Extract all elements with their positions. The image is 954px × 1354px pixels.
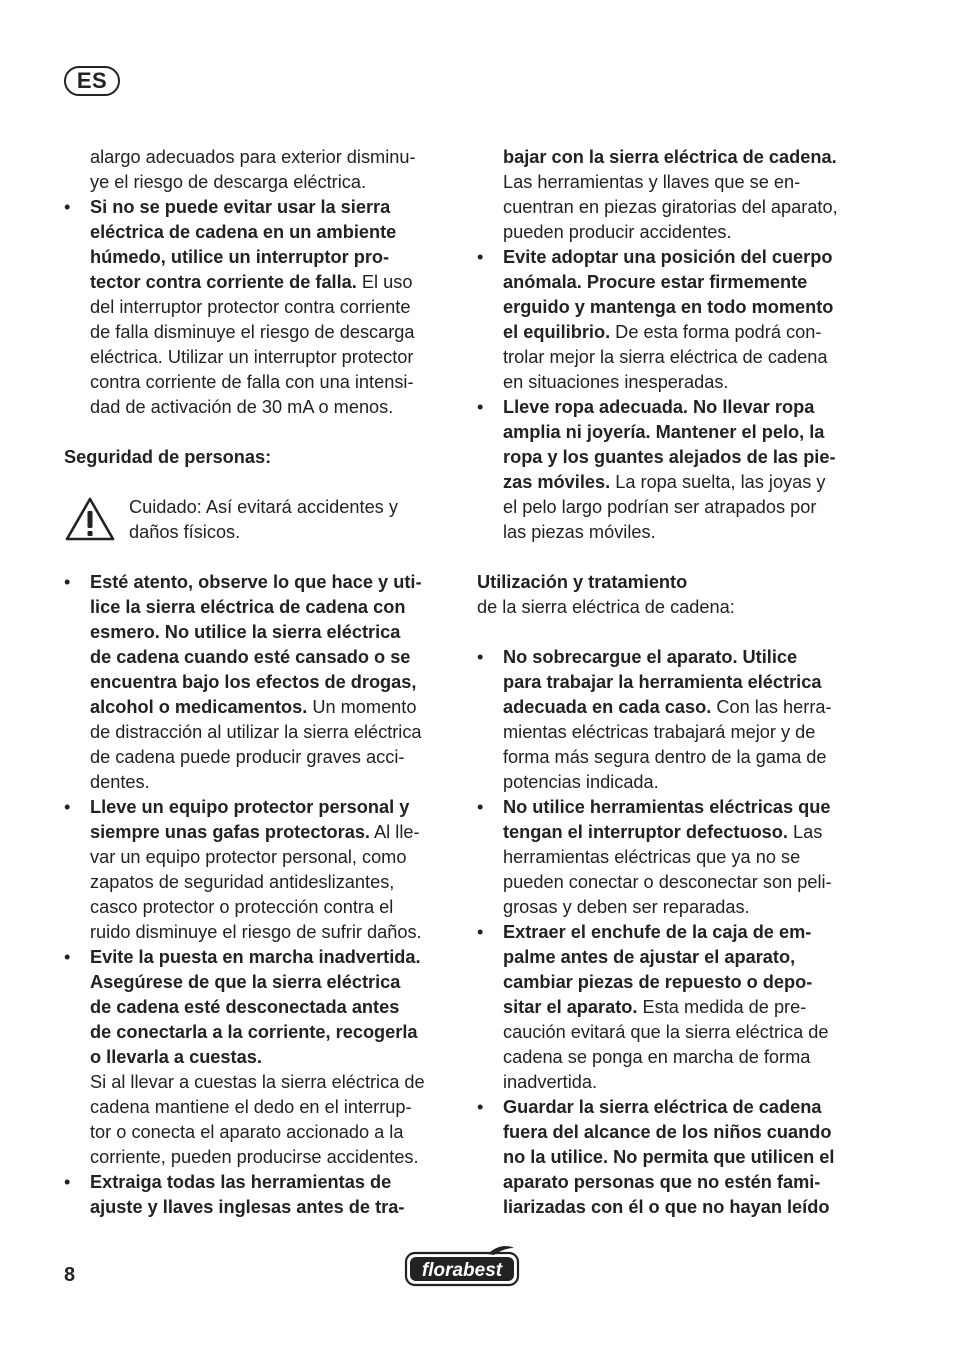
- text-line: [503, 395, 869, 420]
- text-line: [90, 1095, 454, 1120]
- text-line: [503, 695, 869, 720]
- text-line: [90, 1170, 454, 1195]
- body-text: Esta medida de pre-: [637, 997, 807, 1017]
- bold-text: anómala. Procure estar firmemente: [503, 272, 808, 292]
- text-line: [90, 845, 454, 870]
- bullet-item: [477, 645, 869, 795]
- bullet-dot: •: [64, 797, 71, 817]
- body-text: las piezas móviles.: [503, 522, 656, 542]
- section-heading-text: Utilización y tratamiento: [477, 572, 688, 592]
- text-line: [90, 320, 454, 345]
- bold-text: para trabajar la herramienta eléctrica: [503, 672, 822, 692]
- text-line: [503, 645, 869, 670]
- bullet-item: [64, 1170, 454, 1220]
- language-code: ES: [76, 68, 108, 93]
- body-text: Al lle-: [370, 822, 420, 842]
- bullet-dot: •: [64, 572, 71, 592]
- florabest-logo: [404, 1245, 520, 1289]
- body-text: en situaciones inesperadas.: [503, 372, 729, 392]
- bold-text: de cadena esté desconectada antes: [90, 997, 400, 1017]
- bold-text: tector contra corriente de falla.: [90, 272, 357, 292]
- bold-text: ropa y los guantes alejados de las pie-: [503, 447, 836, 467]
- bold-text: siempre unas gafas protectoras.: [90, 822, 370, 842]
- text-line: [503, 895, 869, 920]
- bullet-dot: •: [477, 397, 484, 417]
- text-line: [503, 470, 869, 495]
- bold-text: cambiar piezas de repuesto o depo-: [503, 972, 813, 992]
- text-line: [90, 770, 454, 795]
- text-line: [503, 1170, 869, 1195]
- body-text: cuentran en piezas giratorias del aparato,: [503, 197, 838, 217]
- text-line: [90, 795, 454, 820]
- bold-text: Lleve un equipo protector personal y: [90, 797, 410, 817]
- text-line: [503, 670, 869, 695]
- text-line: [503, 720, 869, 745]
- text-line: [90, 245, 454, 270]
- text-line: [503, 995, 869, 1020]
- text-line: [503, 495, 869, 520]
- text-line: [503, 370, 869, 395]
- text-line: [503, 520, 869, 545]
- section-heading-text: Seguridad de personas:: [64, 447, 272, 467]
- bullet-item: [477, 920, 869, 1095]
- text-line: [90, 1195, 454, 1220]
- text-line: [503, 820, 869, 845]
- bullet-dot: •: [477, 797, 484, 817]
- body-text: herramientas eléctricas que ya no se: [503, 847, 801, 867]
- text-line: [503, 1095, 869, 1120]
- text-line: [90, 920, 454, 945]
- bold-text: esmero. No utilice la sierra eléctrica: [90, 622, 401, 642]
- body-text: mientas eléctricas trabajará mejor y de: [503, 722, 816, 742]
- brand-name: florabest: [421, 1260, 503, 1281]
- bullet-item: [64, 945, 454, 1170]
- body-text: caución evitará que la sierra eléctrica de: [503, 1022, 829, 1042]
- text-line: [90, 670, 454, 695]
- bold-text: No sobrecargue el aparato. Utilice: [503, 647, 798, 667]
- text-line: [90, 945, 454, 970]
- bold-text: Esté atento, observe lo que hace y uti-: [90, 572, 422, 592]
- text-line: [503, 845, 869, 870]
- body-text: casco protector o protección contra el: [90, 897, 394, 917]
- text-line: [90, 395, 454, 420]
- bullet-dot: •: [477, 922, 484, 942]
- left-column: [64, 145, 454, 1220]
- section-heading: [477, 570, 869, 620]
- body-text: Las herramientas y llaves que se en-: [503, 172, 801, 192]
- bold-text: no la utilice. No permita que utilicen el: [503, 1147, 835, 1167]
- text-line: daños físicos.: [129, 522, 241, 542]
- text-line: [90, 820, 454, 845]
- bullet-dot: •: [64, 197, 71, 217]
- section-heading: [64, 445, 454, 470]
- text-line: [503, 195, 869, 220]
- bold-text: de conectarla a la corriente, recogerla: [90, 1022, 418, 1042]
- text-line: [503, 1195, 869, 1220]
- text-line: [503, 1020, 869, 1045]
- body-text: Las: [787, 822, 823, 842]
- text-line: [90, 570, 454, 595]
- bullet-dot: •: [477, 247, 484, 267]
- bold-text: de cadena cuando esté cansado o se: [90, 647, 411, 667]
- text-line: [90, 970, 454, 995]
- bullet-item: [477, 1095, 869, 1220]
- bullet-dot: •: [477, 647, 484, 667]
- text-line: [90, 1045, 454, 1070]
- body-text: eléctrica. Utilizar un interruptor protector: [90, 347, 414, 367]
- text-line: [90, 1070, 454, 1095]
- bold-text: fuera del alcance de los niños cuando: [503, 1122, 832, 1142]
- body-text: trolar mejor la sierra eléctrica de cadena: [503, 347, 828, 367]
- bold-text: erguido y mantenga en todo momento: [503, 297, 834, 317]
- bold-text: Lleve ropa adecuada. No llevar ropa: [503, 397, 815, 417]
- bullet-dot: •: [64, 947, 71, 967]
- bold-text: aparato personas que no estén fami-: [503, 1172, 821, 1192]
- bold-text: amplia ni joyería. Mantener el pelo, la: [503, 422, 825, 442]
- bold-text: bajar con la sierra eléctrica de cadena.: [503, 147, 837, 167]
- body-text: ruido disminuye el riesgo de sufrir daños.: [90, 922, 422, 942]
- bold-text: sitar el aparato.: [503, 997, 638, 1017]
- text-line: alargo adecuados para exterior disminu-: [90, 147, 416, 167]
- bold-text: liarizadas con él o que no hayan leído: [503, 1197, 830, 1217]
- bold-text: tengan el interruptor defectuoso.: [503, 822, 788, 842]
- bold-text: el equilibrio.: [503, 322, 611, 342]
- section-subheading: de la sierra eléctrica de cadena:: [477, 597, 735, 617]
- body-text: La ropa suelta, las joyas y: [610, 472, 826, 492]
- text-line: [503, 445, 869, 470]
- text-line: [90, 720, 454, 745]
- bold-text: encuentra bajo los efectos de drogas,: [90, 672, 417, 692]
- text-line: [503, 245, 869, 270]
- body-text: de distracción al utilizar la sierra eléctrica: [90, 722, 422, 742]
- text-line: [90, 870, 454, 895]
- text-line: [503, 270, 869, 295]
- text-line: [503, 770, 869, 795]
- text-line: [503, 945, 869, 970]
- text-line: [90, 295, 454, 320]
- body-text: cadena mantiene el dedo en el interrup-: [90, 1097, 412, 1117]
- body-text: corriente, pueden producirse accidentes.: [90, 1147, 419, 1167]
- body-text: dad de activación de 30 mA o menos.: [90, 397, 394, 417]
- caution-text: [129, 495, 398, 545]
- body-text: zapatos de seguridad antideslizantes,: [90, 872, 395, 892]
- text-line: [503, 970, 869, 995]
- text-line: [503, 320, 869, 345]
- bullet-dot: •: [477, 1097, 484, 1117]
- text-line: [90, 1145, 454, 1170]
- text-line: [503, 295, 869, 320]
- text-line: [503, 170, 869, 195]
- text-line: [503, 745, 869, 770]
- text-line: [90, 345, 454, 370]
- bold-text: palme antes de ajustar el aparato,: [503, 947, 796, 967]
- text-line: [90, 620, 454, 645]
- text-line: [90, 220, 454, 245]
- right-column: [477, 145, 869, 1220]
- text-line: [90, 370, 454, 395]
- text-line: [90, 745, 454, 770]
- continuation-text: [64, 145, 454, 195]
- bold-text: adecuada en cada caso.: [503, 697, 712, 717]
- text-line: ye el riesgo de descarga eléctrica.: [90, 172, 366, 192]
- text-line: [90, 595, 454, 620]
- text-line: Cuidado: Así evitará accidentes y: [129, 497, 398, 517]
- body-text: cadena se ponga en marcha de forma: [503, 1047, 811, 1067]
- language-badge: [64, 66, 120, 96]
- body-text: De esta forma podrá con-: [610, 322, 822, 342]
- text-line: [503, 420, 869, 445]
- bold-text: alcohol o medicamentos.: [90, 697, 308, 717]
- bold-text: o llevarla a cuestas.: [90, 1047, 262, 1067]
- body-text: var un equipo protector personal, como: [90, 847, 407, 867]
- caution-note: [64, 495, 454, 545]
- bullet-item: [477, 795, 869, 920]
- bold-text: Asegúrese de que la sierra eléctrica: [90, 972, 401, 992]
- body-text: forma más segura dentro de la gama de: [503, 747, 827, 767]
- bold-text: zas móviles.: [503, 472, 611, 492]
- bullet-item: [477, 395, 869, 545]
- text-line: [90, 1020, 454, 1045]
- bullet-item: [64, 795, 454, 945]
- bold-text: ajuste y llaves inglesas antes de tra-: [90, 1197, 405, 1217]
- body-text: dentes.: [90, 772, 150, 792]
- body-text: contra corriente de falla con una intensi-: [90, 372, 414, 392]
- body-text: tor o conecta el aparato accionado a la: [90, 1122, 404, 1142]
- bullet-item: [64, 570, 454, 795]
- body-text: de cadena puede producir graves acci-: [90, 747, 405, 767]
- text-line: [503, 870, 869, 895]
- text-line: [90, 195, 454, 220]
- bold-text: Extraer el enchufe de la caja de em-: [503, 922, 812, 942]
- body-text: grosas y deben ser reparadas.: [503, 897, 750, 917]
- text-line: [90, 695, 454, 720]
- continuation-text: [477, 145, 869, 245]
- body-text: inadvertida.: [503, 1072, 598, 1092]
- bullet-item: [477, 245, 869, 395]
- text-line: [503, 145, 869, 170]
- body-text: del interruptor protector contra corriente: [90, 297, 411, 317]
- text-line: [503, 795, 869, 820]
- text-line: [503, 920, 869, 945]
- body-text: el pelo largo podrían ser atrapados por: [503, 497, 817, 517]
- body-text: Con las herra-: [711, 697, 832, 717]
- bold-text: eléctrica de cadena en un ambiente: [90, 222, 397, 242]
- text-line: [90, 270, 454, 295]
- body-text: de falla disminuye el riesgo de descarga: [90, 322, 415, 342]
- text-line: [90, 645, 454, 670]
- text-line: [90, 995, 454, 1020]
- bold-text: lice la sierra eléctrica de cadena con: [90, 597, 406, 617]
- text-line: [503, 1045, 869, 1070]
- body-text: pueden conectar o desconectar son peli-: [503, 872, 832, 892]
- bold-text: Extraiga todas las herramientas de: [90, 1172, 392, 1192]
- body-text: Un momento: [307, 697, 417, 717]
- warning-triangle-icon: [64, 495, 116, 543]
- text-line: [503, 220, 869, 245]
- text-line: [503, 1145, 869, 1170]
- text-line: [503, 1070, 869, 1095]
- bold-text: Evite adoptar una posición del cuerpo: [503, 247, 833, 267]
- bold-text: húmedo, utilice un interruptor pro-: [90, 247, 390, 267]
- text-line: [503, 1120, 869, 1145]
- body-text: Si al llevar a cuestas la sierra eléctrica de: [90, 1072, 425, 1092]
- bold-text: No utilice herramientas eléctricas que: [503, 797, 831, 817]
- bullet-dot: •: [64, 1172, 71, 1192]
- body-text: potencias indicada.: [503, 772, 659, 792]
- text-line: [503, 345, 869, 370]
- body-text: El uso: [356, 272, 413, 292]
- page-number: 8: [64, 1264, 76, 1286]
- text-line: [90, 895, 454, 920]
- bold-text: Guardar la sierra eléctrica de cadena: [503, 1097, 822, 1117]
- body-text: pueden producir accidentes.: [503, 222, 732, 242]
- bold-text: Evite la puesta en marcha inadvertida.: [90, 947, 421, 967]
- bullet-item: [64, 195, 454, 420]
- text-line: [90, 1120, 454, 1145]
- bold-text: Si no se puede evitar usar la sierra: [90, 197, 391, 217]
